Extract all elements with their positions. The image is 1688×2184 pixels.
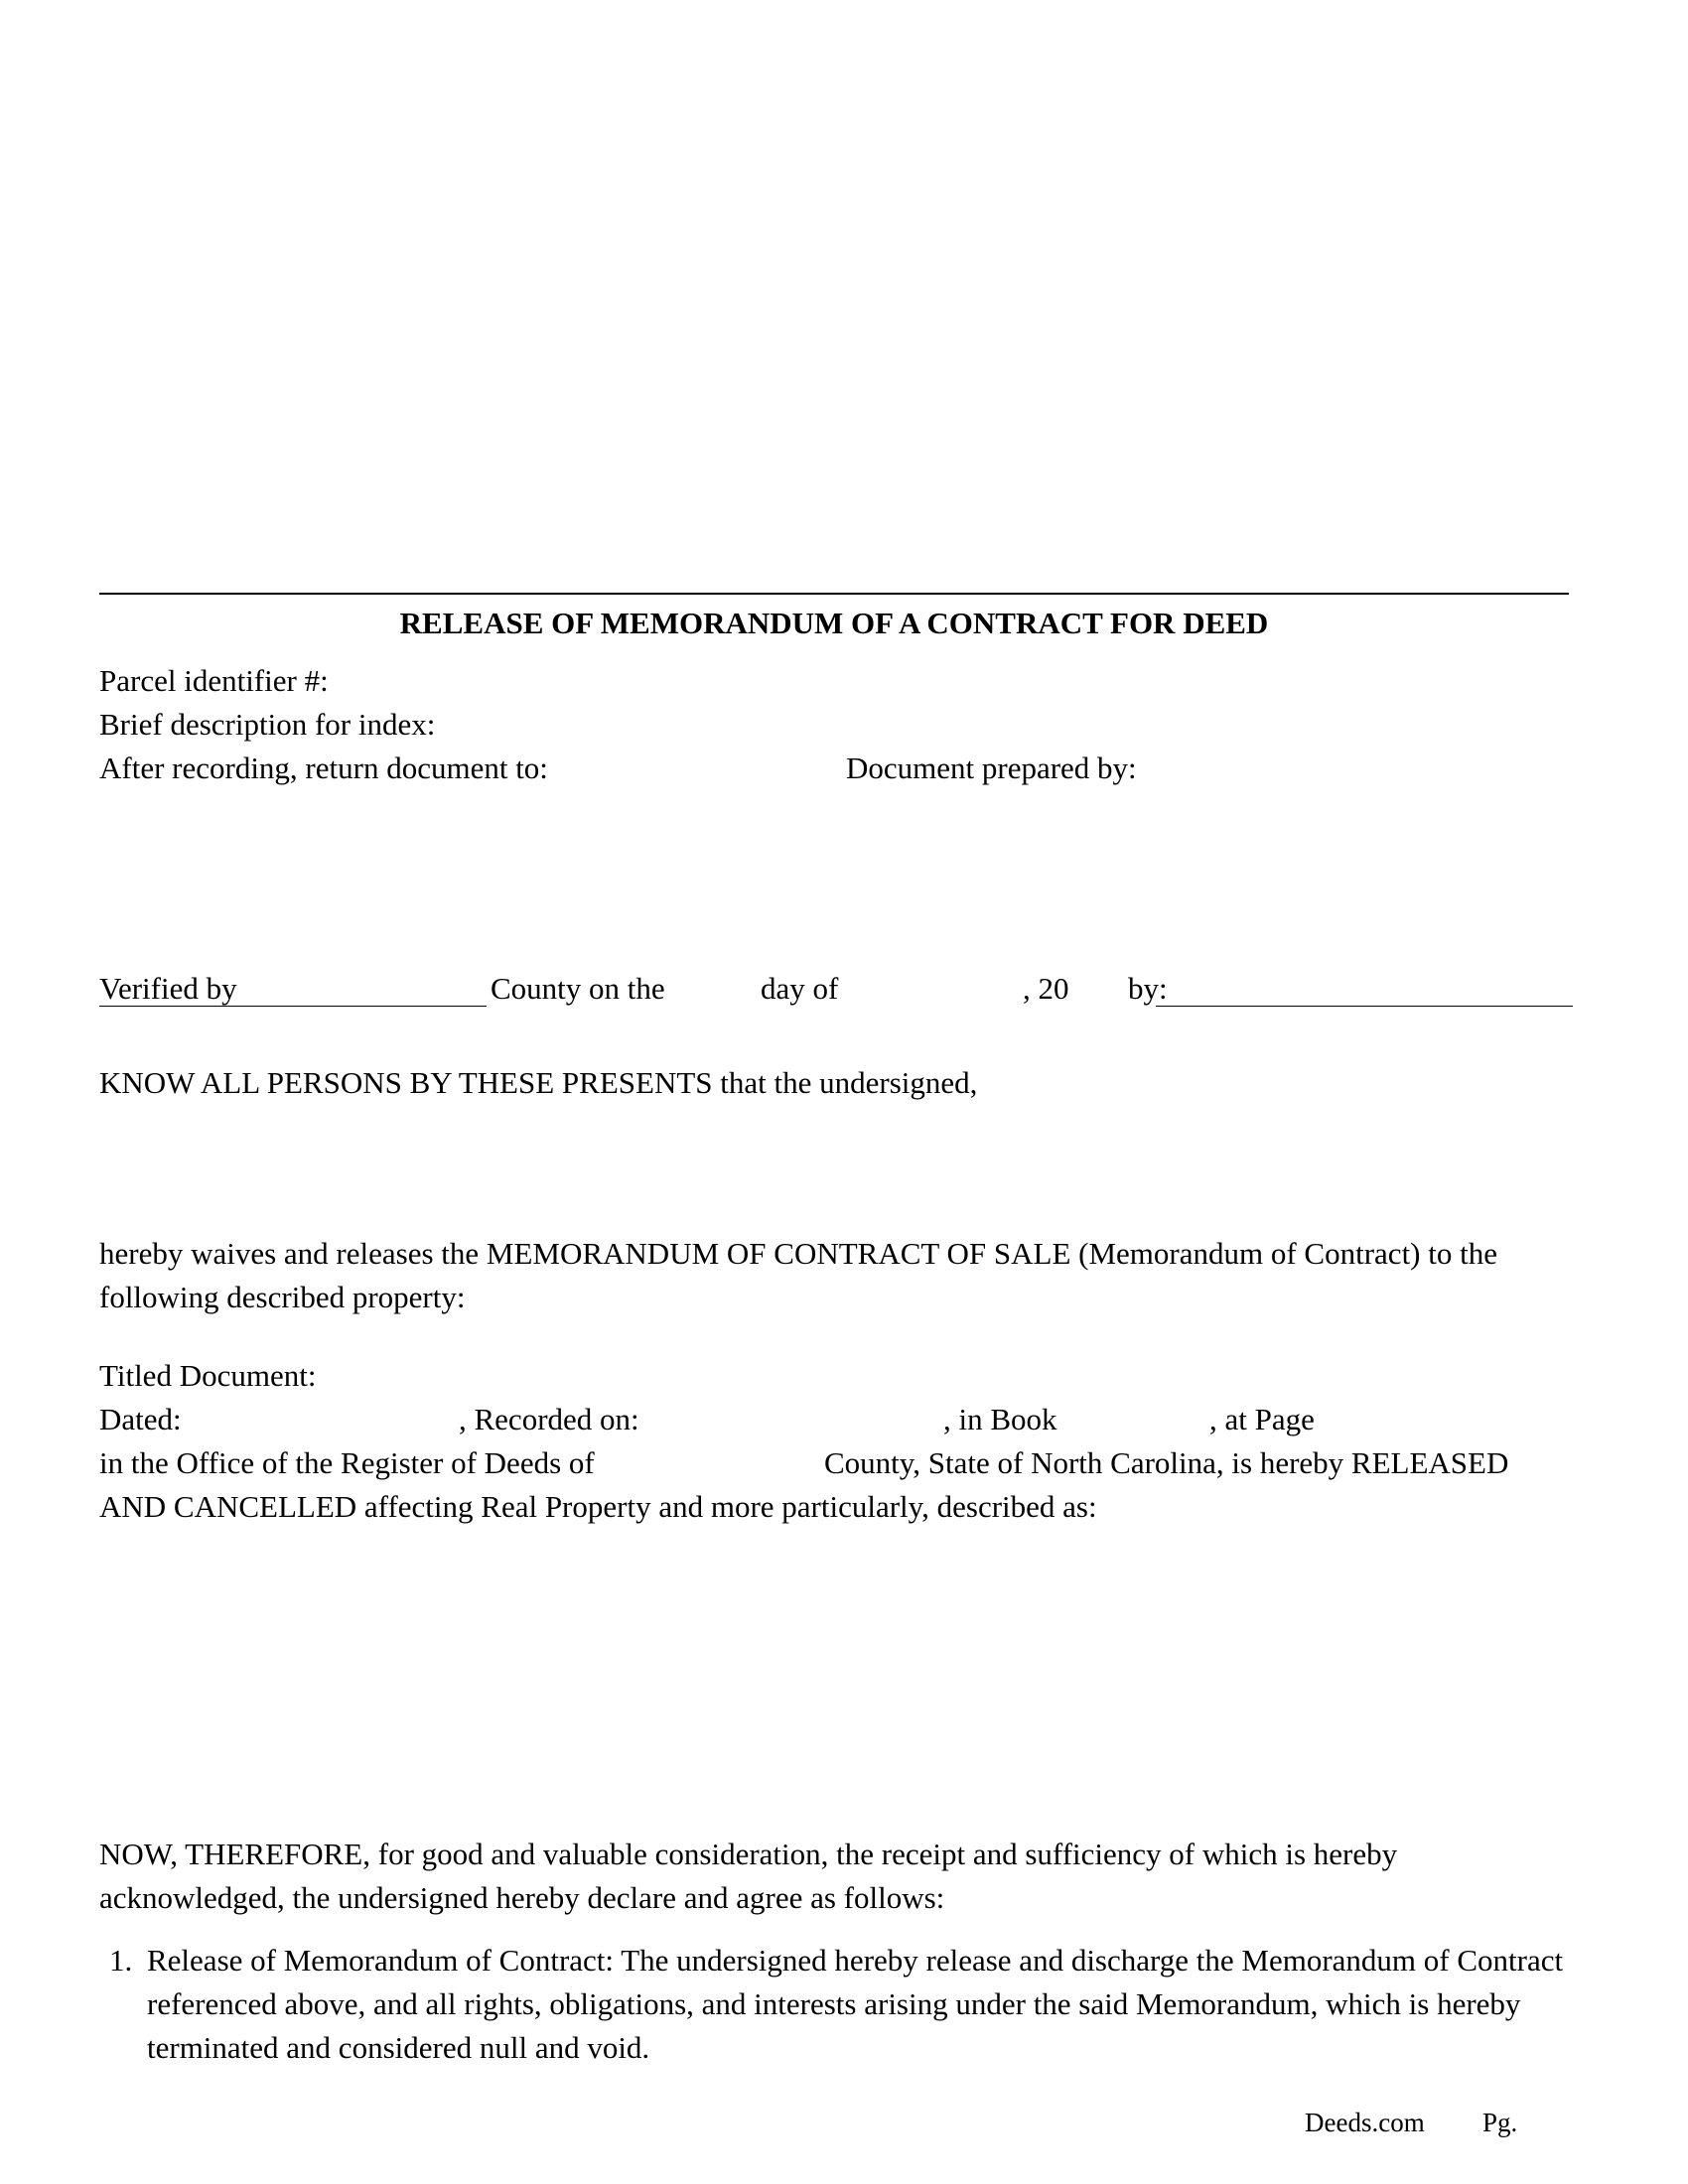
list-item-text: Release of Memorandum of Contract: The undersigned hereby release and discharge the Memorandum of Contract referenced above, and all rights, obligations, and interests arising under the said Memorandum, which is hereby terminated and considered null and void. xyxy=(147,1943,1564,2065)
verified-by-blank xyxy=(1156,1006,1573,1007)
affecting-label: AND CANCELLED affecting Real Property and more particularly, described as: xyxy=(99,1489,1097,1524)
by-label: by: xyxy=(1128,971,1168,1006)
recorded-on-label: , Recorded on: xyxy=(459,1402,639,1436)
day-of-label: day of xyxy=(761,971,839,1006)
parcel-identifier-label: Parcel identifier #: xyxy=(99,663,329,698)
at-page-label: , at Page xyxy=(1209,1402,1315,1436)
waives-paragraph: hereby waives and releases the MEMORANDUM OF CONTRACT OF SALE (Memorandum of Contract) to the following described property: xyxy=(99,1236,1497,1314)
register-office-label: in the Office of the Register of Deeds of xyxy=(99,1445,595,1480)
return-to-label: After recording, return document to: xyxy=(99,751,548,785)
brief-description-label: Brief description for index: xyxy=(99,707,436,742)
county-on-the-label: County on the xyxy=(491,971,665,1006)
know-all-paragraph: KNOW ALL PERSONS BY THESE PRESENTS that the undersigned, xyxy=(99,1065,978,1100)
prepared-by-label: Document prepared by: xyxy=(846,751,1137,785)
now-therefore-paragraph: NOW, THEREFORE, for good and valuable consideration, the receipt and sufficiency of which is hereby acknowledged, the undersigned hereby declare and agree as follows: xyxy=(99,1837,1398,1915)
dated-label: Dated: xyxy=(99,1402,182,1436)
document-title: RELEASE OF MEMORANDUM OF A CONTRACT FOR DEED xyxy=(399,606,1269,640)
verified-county-blank xyxy=(99,1006,487,1007)
county-state-label: County, State of North Carolina, is hereby RELEASED xyxy=(824,1445,1509,1480)
footer-site: Deeds.com xyxy=(1305,2108,1425,2137)
verified-by-label: Verified by xyxy=(99,971,237,1006)
footer-page-label: Pg. xyxy=(1482,2108,1518,2137)
year-label: , 20 xyxy=(1023,971,1069,1006)
titled-document-label: Titled Document: xyxy=(99,1358,317,1393)
in-book-label: , in Book xyxy=(943,1402,1057,1436)
list-item-number: 1. xyxy=(109,1943,133,1978)
top-rule xyxy=(99,593,1569,595)
